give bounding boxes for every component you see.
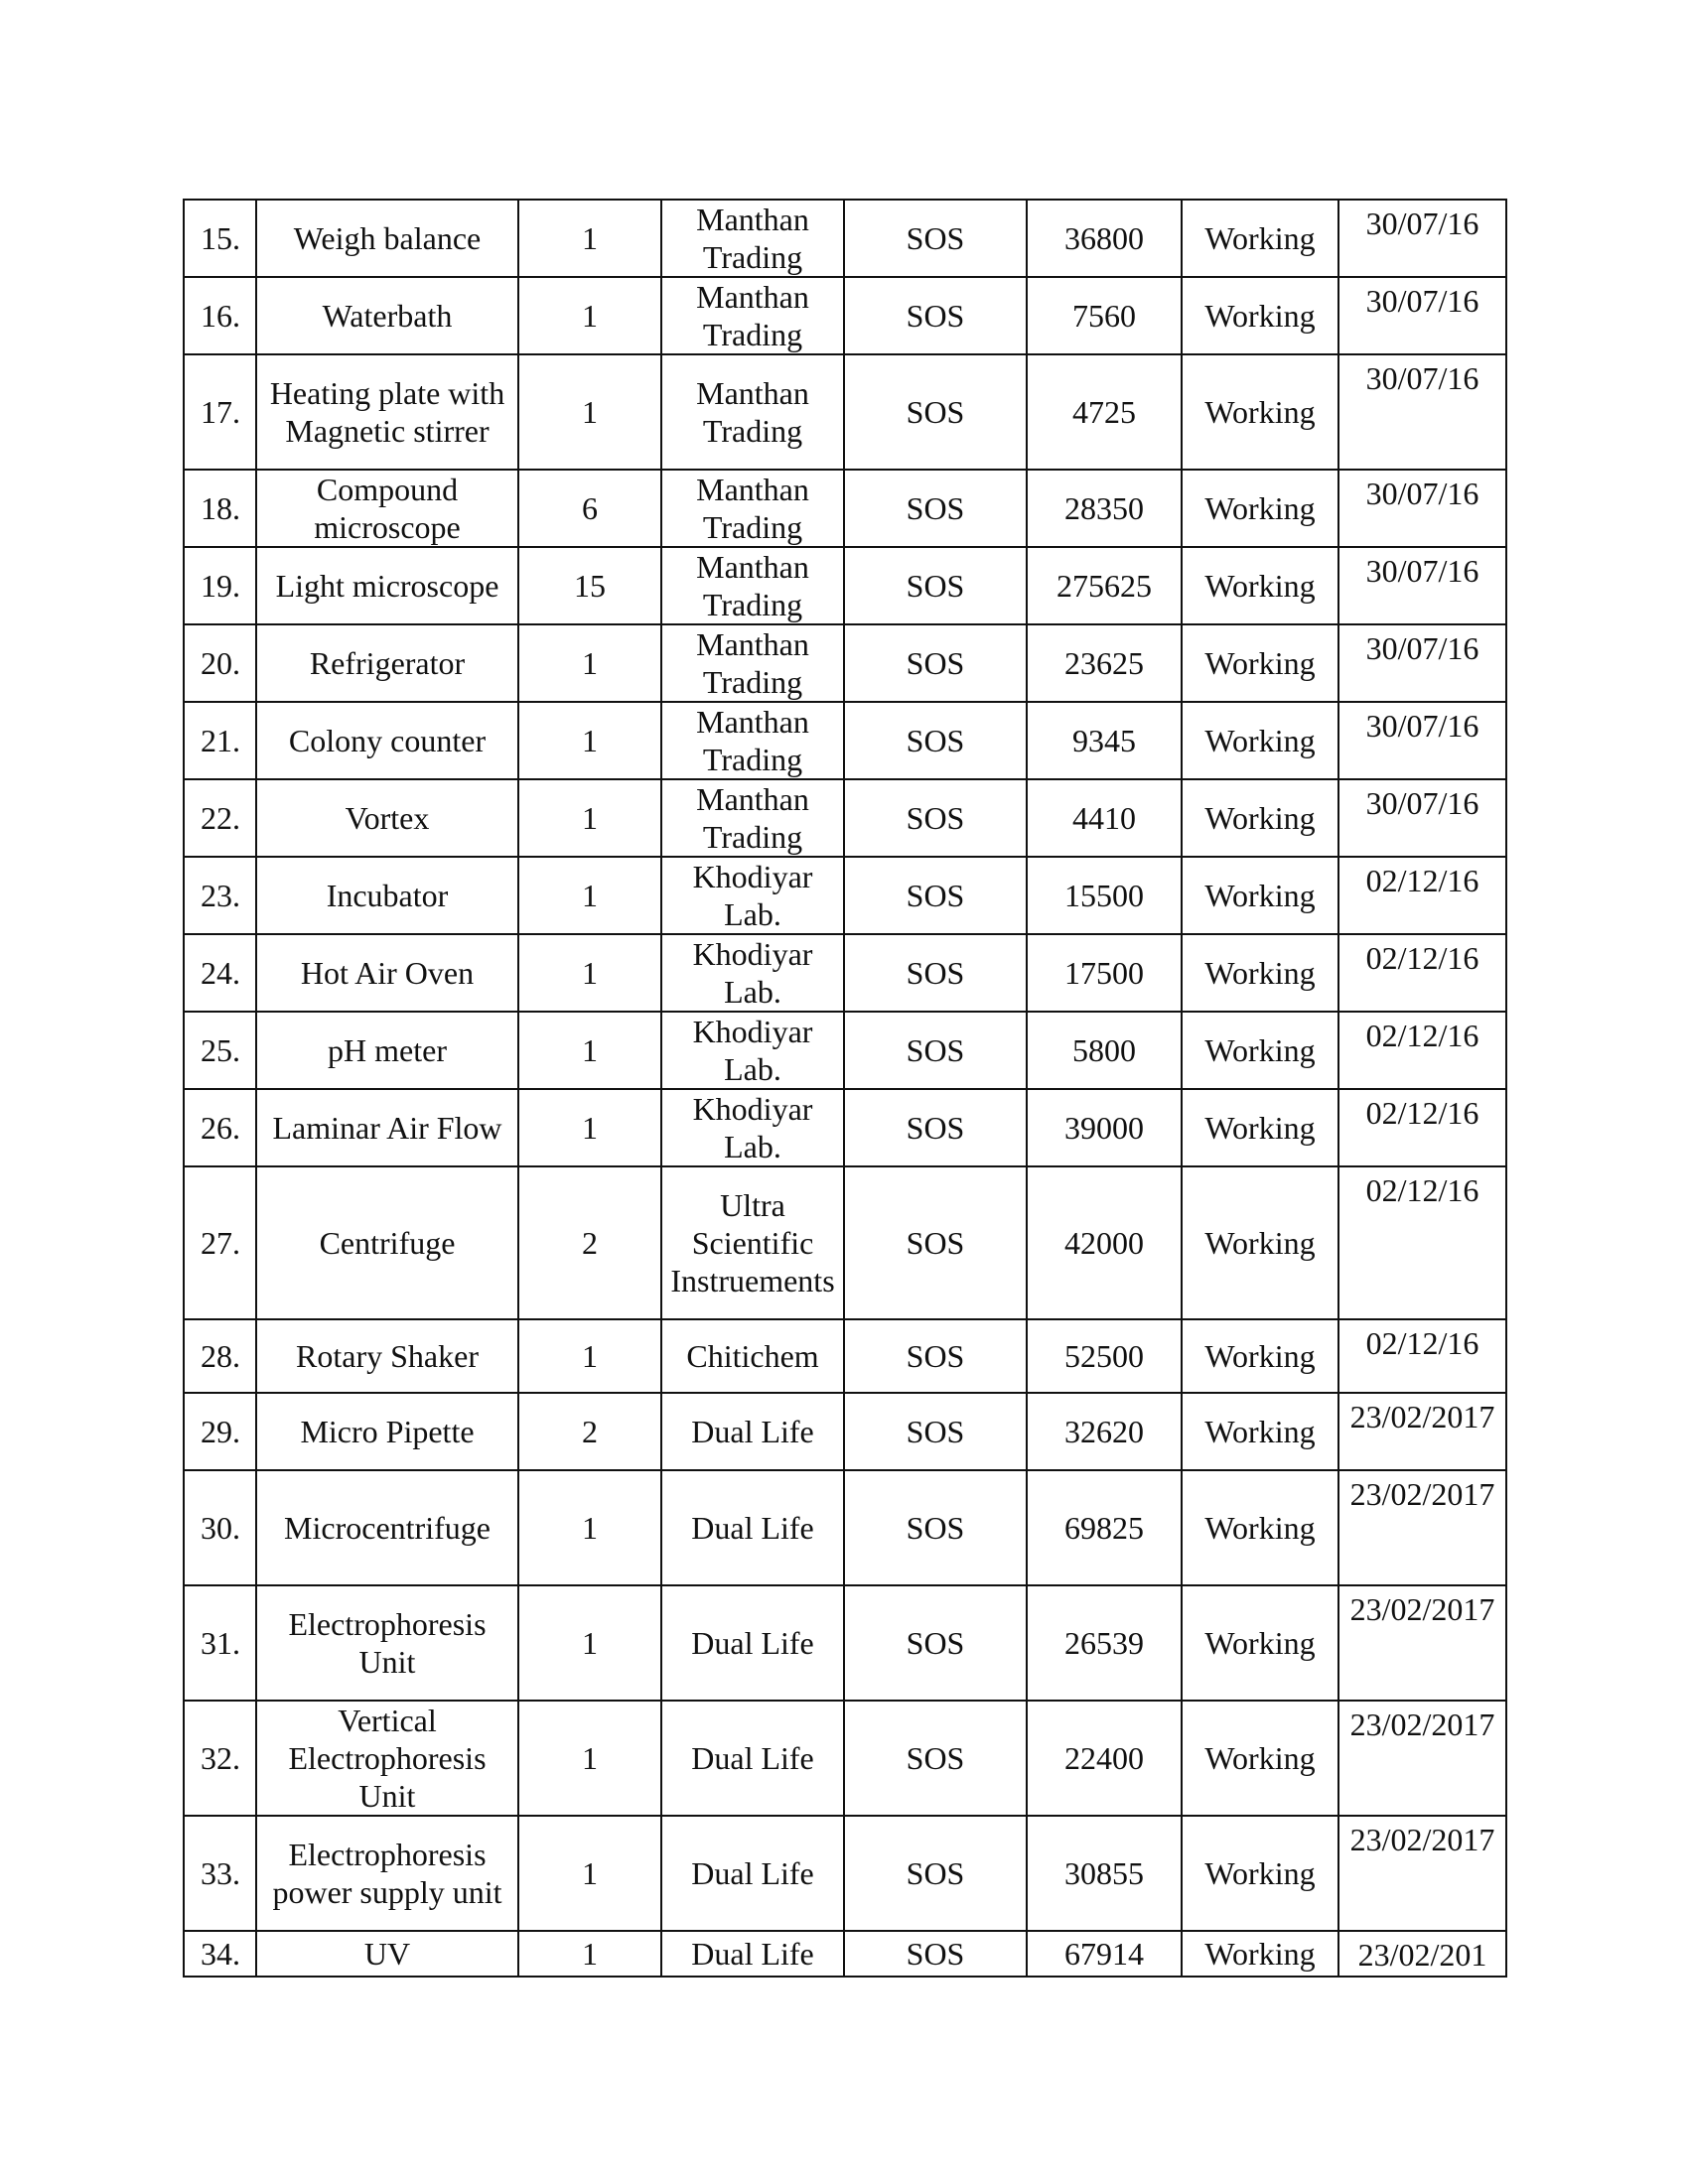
quantity-cell: 2 <box>518 1393 661 1470</box>
equipment-name-cell: Laminar Air Flow <box>256 1089 518 1166</box>
table-row <box>184 354 1506 470</box>
supplier-cell: Khodiyar Lab. <box>661 934 844 1012</box>
supplier-cell: Manthan Trading <box>661 779 844 857</box>
equipment-name-cell: Heating plate with Magnetic stirrer <box>256 354 518 470</box>
row-number-cell: 26. <box>184 1089 256 1166</box>
cost-cell: 9345 <box>1027 702 1182 779</box>
equipment-name-cell: Compound microscope <box>256 470 518 547</box>
purchase-date-cell: 23/02/2017 <box>1338 1701 1506 1816</box>
equipment-name-cell: Waterbath <box>256 277 518 354</box>
supplier-cell: Dual Life <box>661 1816 844 1931</box>
equipment-name-cell: Weigh balance <box>256 200 518 277</box>
funding-source-cell: SOS <box>844 624 1027 702</box>
funding-source-cell: SOS <box>844 547 1027 624</box>
row-number-cell: 33. <box>184 1816 256 1931</box>
cost-cell: 67914 <box>1027 1931 1182 1977</box>
status-cell: Working <box>1182 547 1338 624</box>
quantity-cell: 15 <box>518 547 661 624</box>
equipment-name-cell: Rotary Shaker <box>256 1319 518 1393</box>
funding-source-cell: SOS <box>844 1931 1027 1977</box>
status-cell: Working <box>1182 1585 1338 1701</box>
purchase-date-cell: 30/07/16 <box>1338 702 1506 779</box>
purchase-date-cell: 02/12/16 <box>1338 1166 1506 1319</box>
funding-source-cell: SOS <box>844 277 1027 354</box>
quantity-cell: 2 <box>518 1166 661 1319</box>
supplier-cell: Dual Life <box>661 1393 844 1470</box>
row-number-cell: 22. <box>184 779 256 857</box>
funding-source-cell: SOS <box>844 1701 1027 1816</box>
table-row <box>184 702 1506 779</box>
table-row <box>184 934 1506 1012</box>
status-cell: Working <box>1182 779 1338 857</box>
purchase-date-cell: 30/07/16 <box>1338 547 1506 624</box>
purchase-date-cell: 30/07/16 <box>1338 354 1506 470</box>
quantity-cell: 1 <box>518 1585 661 1701</box>
funding-source-cell: SOS <box>844 1089 1027 1166</box>
equipment-name-cell: Colony counter <box>256 702 518 779</box>
status-cell: Working <box>1182 1470 1338 1585</box>
purchase-date-cell: 23/02/2017 <box>1338 1816 1506 1931</box>
cost-cell: 32620 <box>1027 1393 1182 1470</box>
table-row <box>184 1166 1506 1319</box>
funding-source-cell: SOS <box>844 1585 1027 1701</box>
purchase-date-cell: 23/02/201 <box>1338 1931 1506 1977</box>
quantity-cell: 1 <box>518 1470 661 1585</box>
status-cell: Working <box>1182 702 1338 779</box>
quantity-cell: 1 <box>518 277 661 354</box>
funding-source-cell: SOS <box>844 354 1027 470</box>
row-number-cell: 30. <box>184 1470 256 1585</box>
row-number-cell: 34. <box>184 1931 256 1977</box>
quantity-cell: 1 <box>518 1816 661 1931</box>
purchase-date-cell: 02/12/16 <box>1338 1012 1506 1089</box>
equipment-name-cell: pH meter <box>256 1012 518 1089</box>
cost-cell: 26539 <box>1027 1585 1182 1701</box>
supplier-cell: Dual Life <box>661 1470 844 1585</box>
purchase-date-cell: 02/12/16 <box>1338 1319 1506 1393</box>
cost-cell: 22400 <box>1027 1701 1182 1816</box>
supplier-cell: Manthan Trading <box>661 702 844 779</box>
status-cell: Working <box>1182 1089 1338 1166</box>
row-number-cell: 15. <box>184 200 256 277</box>
status-cell: Working <box>1182 624 1338 702</box>
cost-cell: 4725 <box>1027 354 1182 470</box>
quantity-cell: 1 <box>518 624 661 702</box>
equipment-name-cell: Centrifuge <box>256 1166 518 1319</box>
quantity-cell: 1 <box>518 1701 661 1816</box>
supplier-cell: Dual Life <box>661 1585 844 1701</box>
table-row <box>184 1816 1506 1931</box>
equipment-name-cell: Refrigerator <box>256 624 518 702</box>
table-row <box>184 779 1506 857</box>
funding-source-cell: SOS <box>844 1166 1027 1319</box>
purchase-date-cell: 30/07/16 <box>1338 470 1506 547</box>
cost-cell: 7560 <box>1027 277 1182 354</box>
table-row <box>184 1701 1506 1816</box>
purchase-date-cell: 23/02/2017 <box>1338 1470 1506 1585</box>
quantity-cell: 1 <box>518 1012 661 1089</box>
status-cell: Working <box>1182 1012 1338 1089</box>
purchase-date-cell: 30/07/16 <box>1338 624 1506 702</box>
cost-cell: 36800 <box>1027 200 1182 277</box>
status-cell: Working <box>1182 1166 1338 1319</box>
supplier-cell: Manthan Trading <box>661 200 844 277</box>
cost-cell: 23625 <box>1027 624 1182 702</box>
equipment-name-cell: Light microscope <box>256 547 518 624</box>
supplier-cell: Manthan Trading <box>661 470 844 547</box>
table-row <box>184 200 1506 277</box>
funding-source-cell: SOS <box>844 1393 1027 1470</box>
quantity-cell: 1 <box>518 200 661 277</box>
quantity-cell: 1 <box>518 702 661 779</box>
funding-source-cell: SOS <box>844 1012 1027 1089</box>
row-number-cell: 20. <box>184 624 256 702</box>
purchase-date-cell: 30/07/16 <box>1338 779 1506 857</box>
purchase-date-cell: 02/12/16 <box>1338 934 1506 1012</box>
purchase-date-cell: 23/02/2017 <box>1338 1393 1506 1470</box>
cost-cell: 275625 <box>1027 547 1182 624</box>
table-row <box>184 624 1506 702</box>
purchase-date-cell: 23/02/2017 <box>1338 1585 1506 1701</box>
supplier-cell: Khodiyar Lab. <box>661 857 844 934</box>
equipment-name-cell: Electrophoresis Unit <box>256 1585 518 1701</box>
table-row <box>184 1393 1506 1470</box>
cost-cell: 30855 <box>1027 1816 1182 1931</box>
status-cell: Working <box>1182 857 1338 934</box>
row-number-cell: 27. <box>184 1166 256 1319</box>
status-cell: Working <box>1182 1931 1338 1977</box>
funding-source-cell: SOS <box>844 934 1027 1012</box>
funding-source-cell: SOS <box>844 1470 1027 1585</box>
supplier-cell: Manthan Trading <box>661 547 844 624</box>
cost-cell: 69825 <box>1027 1470 1182 1585</box>
purchase-date-cell: 02/12/16 <box>1338 1089 1506 1166</box>
row-number-cell: 24. <box>184 934 256 1012</box>
cost-cell: 5800 <box>1027 1012 1182 1089</box>
supplier-cell: Ultra Scientific Instruements <box>661 1166 844 1319</box>
row-number-cell: 17. <box>184 354 256 470</box>
quantity-cell: 6 <box>518 470 661 547</box>
supplier-cell: Dual Life <box>661 1931 844 1977</box>
cost-cell: 39000 <box>1027 1089 1182 1166</box>
supplier-cell: Manthan Trading <box>661 624 844 702</box>
row-number-cell: 28. <box>184 1319 256 1393</box>
supplier-cell: Khodiyar Lab. <box>661 1089 844 1166</box>
row-number-cell: 32. <box>184 1701 256 1816</box>
table-row <box>184 277 1506 354</box>
supplier-cell: Chitichem <box>661 1319 844 1393</box>
status-cell: Working <box>1182 354 1338 470</box>
status-cell: Working <box>1182 470 1338 547</box>
row-number-cell: 25. <box>184 1012 256 1089</box>
cost-cell: 15500 <box>1027 857 1182 934</box>
row-number-cell: 29. <box>184 1393 256 1470</box>
table-row <box>184 1585 1506 1701</box>
equipment-name-cell: Incubator <box>256 857 518 934</box>
row-number-cell: 16. <box>184 277 256 354</box>
cost-cell: 17500 <box>1027 934 1182 1012</box>
supplier-cell: Dual Life <box>661 1701 844 1816</box>
quantity-cell: 1 <box>518 1319 661 1393</box>
cost-cell: 4410 <box>1027 779 1182 857</box>
funding-source-cell: SOS <box>844 1816 1027 1931</box>
quantity-cell: 1 <box>518 354 661 470</box>
equipment-name-cell: Microcentrifuge <box>256 1470 518 1585</box>
table-row <box>184 1470 1506 1585</box>
funding-source-cell: SOS <box>844 200 1027 277</box>
cost-cell: 42000 <box>1027 1166 1182 1319</box>
equipment-name-cell: Vertical Electrophoresis Unit <box>256 1701 518 1816</box>
row-number-cell: 19. <box>184 547 256 624</box>
quantity-cell: 1 <box>518 1931 661 1977</box>
quantity-cell: 1 <box>518 934 661 1012</box>
quantity-cell: 1 <box>518 857 661 934</box>
status-cell: Working <box>1182 277 1338 354</box>
table-row <box>184 1319 1506 1393</box>
status-cell: Working <box>1182 1319 1338 1393</box>
equipment-name-cell: Micro Pipette <box>256 1393 518 1470</box>
supplier-cell: Khodiyar Lab. <box>661 1012 844 1089</box>
cost-cell: 52500 <box>1027 1319 1182 1393</box>
status-cell: Working <box>1182 1393 1338 1470</box>
status-cell: Working <box>1182 934 1338 1012</box>
equipment-name-cell: Vortex <box>256 779 518 857</box>
supplier-cell: Manthan Trading <box>661 354 844 470</box>
status-cell: Working <box>1182 1816 1338 1931</box>
table-row <box>184 470 1506 547</box>
purchase-date-cell: 30/07/16 <box>1338 200 1506 277</box>
purchase-date-cell: 30/07/16 <box>1338 277 1506 354</box>
funding-source-cell: SOS <box>844 1319 1027 1393</box>
purchase-date-cell: 02/12/16 <box>1338 857 1506 934</box>
equipment-table <box>183 199 1507 1978</box>
funding-source-cell: SOS <box>844 470 1027 547</box>
status-cell: Working <box>1182 200 1338 277</box>
table-row <box>184 857 1506 934</box>
table-row <box>184 1089 1506 1166</box>
equipment-table-body <box>184 200 1506 1977</box>
funding-source-cell: SOS <box>844 779 1027 857</box>
equipment-name-cell: Hot Air Oven <box>256 934 518 1012</box>
row-number-cell: 31. <box>184 1585 256 1701</box>
equipment-name-cell: UV <box>256 1931 518 1977</box>
row-number-cell: 23. <box>184 857 256 934</box>
table-row <box>184 1931 1506 1977</box>
quantity-cell: 1 <box>518 1089 661 1166</box>
row-number-cell: 18. <box>184 470 256 547</box>
table-row <box>184 547 1506 624</box>
equipment-name-cell: Electrophoresis power supply unit <box>256 1816 518 1931</box>
funding-source-cell: SOS <box>844 857 1027 934</box>
row-number-cell: 21. <box>184 702 256 779</box>
cost-cell: 28350 <box>1027 470 1182 547</box>
table-row <box>184 1012 1506 1089</box>
quantity-cell: 1 <box>518 779 661 857</box>
status-cell: Working <box>1182 1701 1338 1816</box>
funding-source-cell: SOS <box>844 702 1027 779</box>
supplier-cell: Manthan Trading <box>661 277 844 354</box>
